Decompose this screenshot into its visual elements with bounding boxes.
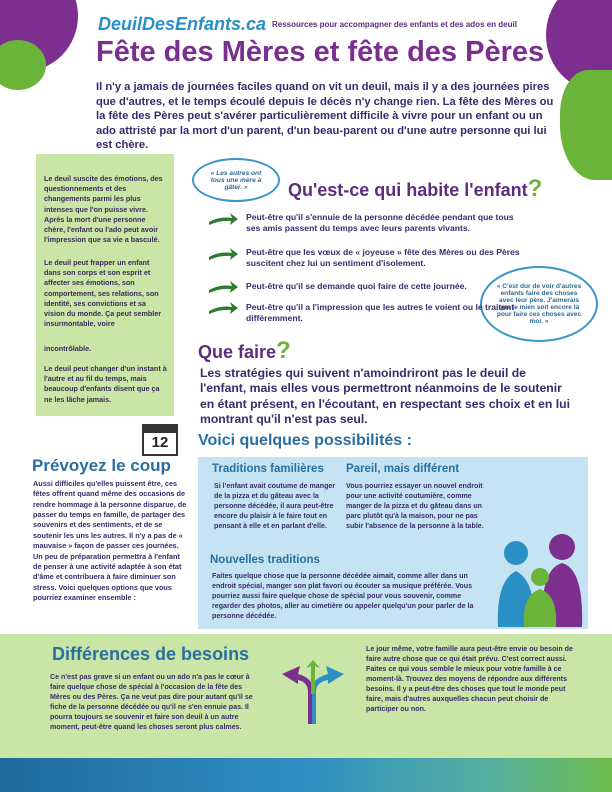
- habite-item-2: Peut-être que les vœux de « joyeuse » fête des Mères ou des Pères suscitent chez lui un sentiment d'isolement.: [246, 247, 520, 269]
- speech-bubble-top: [192, 158, 280, 202]
- sidebar-paragraph-2: Le deuil peut frapper un enfant dans son corps et son esprit et affecter ses émotions, son comportement, ses relations, son identité, ses convictions et sa vision du monde. Ça peut sembler insurmontable, voire: [44, 258, 162, 329]
- sidebar-paragraph-4: Le deuil peut changer d'un instant à l'autre et au fil du temps, mais beaucoup d'enfants disent que ça ne les lâche jamais.: [44, 364, 167, 404]
- prevoyez-paragraph: Aussi difficiles qu'elles puissent être, ces fêtes offrent quand même des occasions de rendre hommage à la personne disparue, de passer du temps en famille, de partager des souvenirs et des sentiments, et de se soutenir les uns les autres. Il n'y a pas de « mauvaise » façon de passer ces journées. Un peu de préparation permettra à l'enfant de penser à une activité adaptée à son état d'âme et contribuera à faire diminuer son stress. Voici quelques options que vous pourriez examiner ensemble :: [33, 479, 187, 602]
- habite-heading: [288, 175, 542, 203]
- speech-bubble-right-text: « C'est dur de voir d'autres enfants faire des choses avec leur père. J'aimerais que le mien soit encore là pour faire ces choses avec moi. »: [496, 283, 582, 325]
- options-panel: [198, 457, 588, 629]
- strategies-paragraph: Les stratégies qui suivent n'amoindriront pas le deuil de l'enfant, mais elles vous permettront néanmoins de le soutenir en étant présent, en l'écoutant, en respectant ses choix et en lui montrant qu'il n'est pas seul.: [200, 366, 570, 427]
- prevoyez-heading: Prévoyez le coup: [32, 456, 171, 475]
- arrow-icon: [208, 212, 238, 226]
- possibilites-heading: Voici quelques possibilités :: [198, 432, 412, 449]
- sidebar-paragraph-1: Le deuil suscite des émotions, des questionnements et des changements parmi les plus intenses que l'on puisse vivre. Après la mort d'une personne chère, l'enfant ou l'ado peut avoir l'impression que sa vie a basculé.: [44, 174, 163, 245]
- besoins-heading: Différences de besoins: [52, 644, 250, 664]
- traditions-heading: Traditions familières: [212, 463, 324, 475]
- arrow-icon: [208, 301, 238, 315]
- traditions-text: Si l'enfant avait coutume de manger de la pizza et du gâteau avec la personne décédée, il aura peut-être encore du plaisir à le faire tout en pensant à elle et en parlant d'elle.: [214, 482, 336, 531]
- family-icon: [490, 531, 588, 627]
- diverging-arrows-icon: [278, 660, 348, 726]
- page-title: Fête des Mères et fête des Pères: [96, 36, 545, 68]
- arrow-icon: [208, 280, 238, 294]
- sidebar-info-panel: [36, 154, 174, 416]
- que-faire-heading-text: Que faire: [198, 342, 277, 362]
- arrow-icon: [208, 247, 238, 261]
- question-mark-icon: ?: [527, 175, 543, 202]
- habite-item-4: Peut-être qu'il a l'impression que les autres le voient ou le traitent différemment.: [246, 302, 515, 324]
- pareil-text: Vous pourriez essayer un nouvel endroit pour une activité coutumière, comme manger de la pizza et du gâteau dans un parc plutôt qu'à la maison, pour ne pas subir l'absence de la personne à la table.: [346, 482, 484, 531]
- besoins-right-text: Le jour même, votre famille aura peut-être envie ou besoin de faire autre chose que ce qui était prévu. C'est correct aussi. Faites ce qui vous semble le mieux pour votre famille à ce moment-là. Trouvez des moyens de répondre aux différents besoins. Il y a peut-être des choses que tout le monde peut faire, mais d'autres auxquelles chacun peut choisir de participer ou non.: [366, 645, 573, 714]
- pareil-heading: Pareil, mais différent: [346, 463, 460, 475]
- footer-band: [0, 758, 612, 792]
- habite-item-3: Peut-être qu'il se demande quoi faire de cette journée.: [246, 281, 467, 291]
- decor-blob-right-green: [560, 70, 612, 180]
- nouvelles-heading: Nouvelles traditions: [210, 554, 320, 566]
- que-faire-heading: [198, 337, 291, 365]
- calendar-icon: [142, 424, 178, 456]
- besoins-left-text: Ce n'est pas grave si un enfant ou un ado n'a pas le cœur à faire quelque chose de spécial à l'occasion de la fête des Mères ou des Pères. Ça ne veut pas dire pour autant qu'il se fiche de la personne décédée ou qu'il ne s'en ennuie pas. Il pourra toujours se souvenir et faire son deuil à un autre moment, peut-être quand les choses seront plus calmes.: [50, 673, 253, 732]
- besoins-panel: [0, 634, 612, 758]
- habite-heading-text: Qu'est-ce qui habite l'enfant: [288, 180, 528, 200]
- site-tagline: Ressources pour accompagner des enfants et des ados en deuil: [272, 20, 517, 29]
- sidebar-paragraph-3: incontrôlable.: [44, 344, 92, 353]
- calendar-day: 12: [151, 434, 169, 451]
- nouvelles-text: Faites quelque chose que la personne décédée aimait, comme aller dans un endroit spécial, manger son plat favori ou écouter sa musique préférée. Vous pourriez aussi faire quelque chose de spécial pour vous souvenir, comme regarder des photos, aller au cimetière ou appeler quelqu'un pour parler de la personne décédée.: [212, 572, 474, 621]
- question-mark-icon: ?: [276, 337, 291, 364]
- habite-item-1: Peut-être qu'il s'ennuie de la personne décédée pendant que tous ses amis passent du temps avec leurs parents vivants.: [246, 212, 514, 234]
- intro-paragraph: Il n'y a jamais de journées faciles quand on vit un deuil, mais il y a des journées pires que d'autres, et le temps écoulé depuis le décès n'y change rien. La fête des Mères ou la fête des Pères peut s'avérer particulièrement difficile à vivre pour un enfant ou un ado attristé par la mort d'un parent, d'un beau-parent ou d'une autre personne qui lui est chère.: [96, 81, 554, 152]
- site-name: DeuilDesEnfants.ca: [98, 14, 267, 34]
- speech-bubble-top-text: « Les autres ont tous une mère à gâter. »: [210, 169, 262, 191]
